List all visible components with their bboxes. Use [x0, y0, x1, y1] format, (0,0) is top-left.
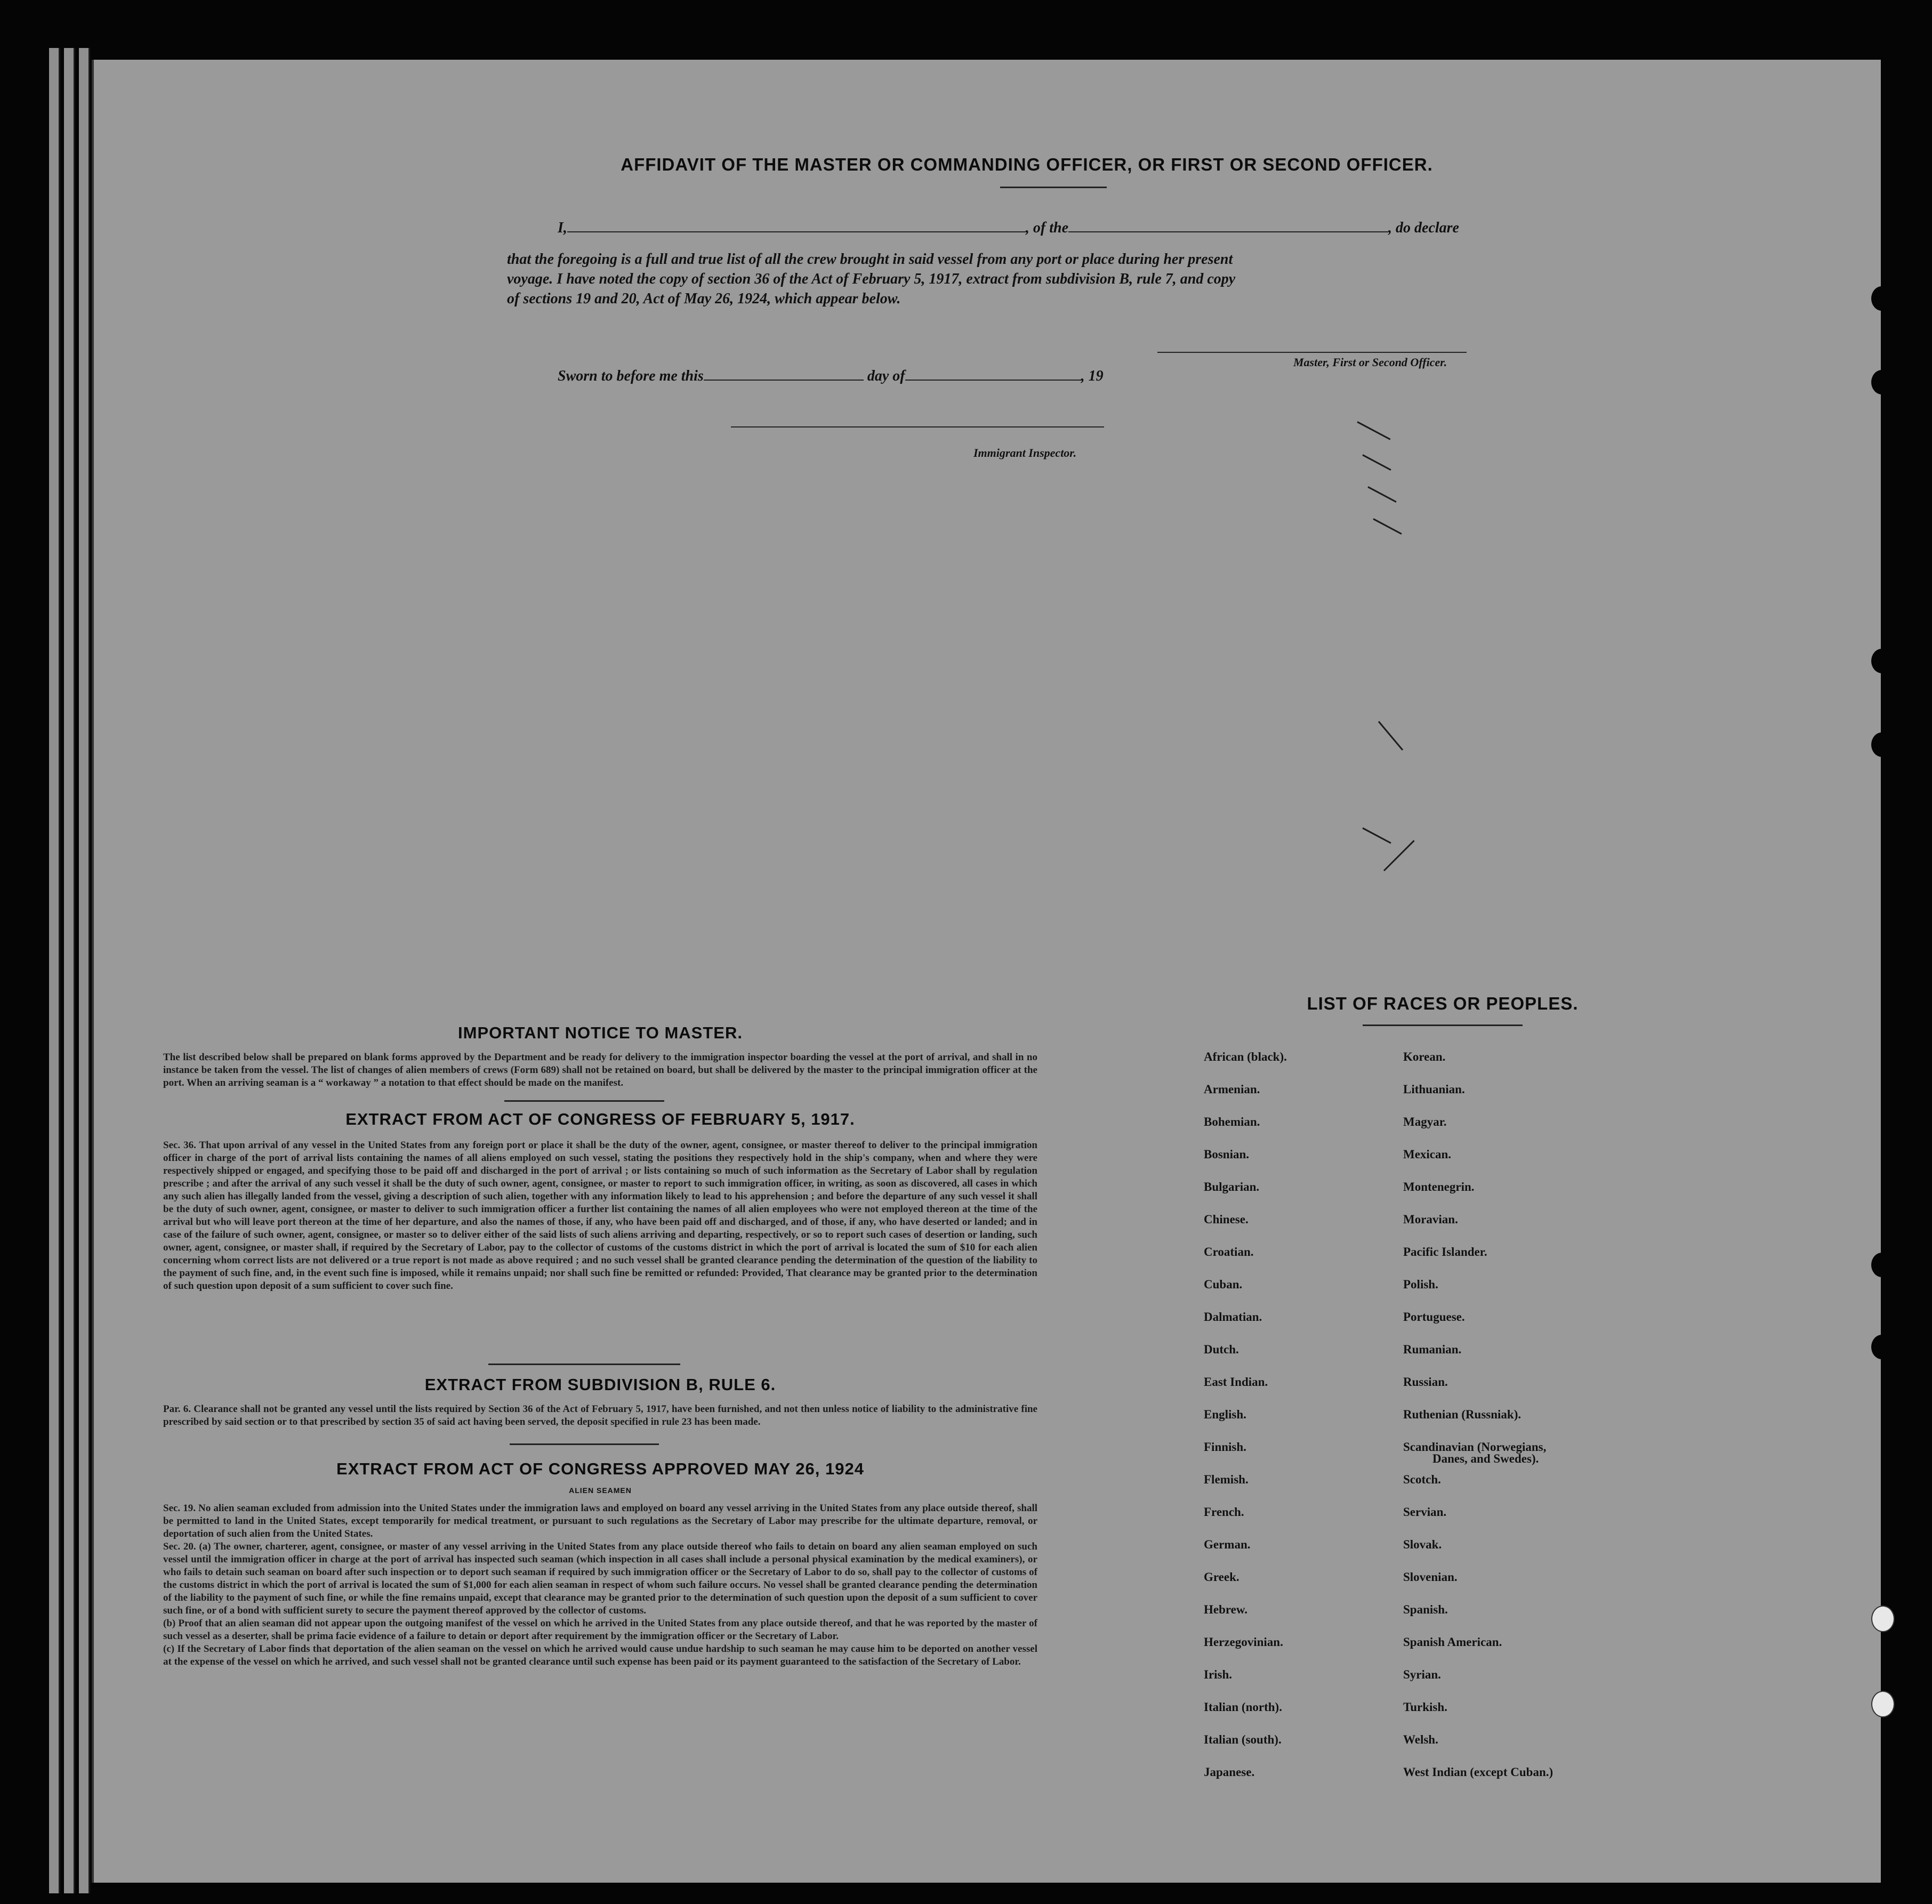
sec-20b-paragraph: (b) Proof that an alien seaman did not appear upon the outgoing manifest of the vessel on which he arrived in the United States from any place outside thereof, and that he was reported by the master of such vessel as a deserter, shall be prima facie evidence of a failure to detain or deport after requirement by the immigration officer or the Secretary of Labor. [163, 1618, 1037, 1642]
race-label: Bosnian. [1204, 1148, 1250, 1161]
punch-hole [1871, 1606, 1895, 1632]
race-label: Servian. [1403, 1505, 1447, 1519]
punch-hole [1871, 732, 1893, 757]
race-item [1204, 1538, 1406, 1570]
race-item [1204, 1115, 1406, 1148]
race-label: East Indian. [1204, 1375, 1268, 1389]
punch-hole [1871, 370, 1893, 394]
tick-mark [1357, 421, 1390, 440]
race-item [1403, 1115, 1680, 1148]
punch-hole [1871, 1335, 1893, 1359]
race-item [1204, 1603, 1406, 1635]
race-item [1403, 1278, 1680, 1310]
race-label: Chinese. [1204, 1213, 1249, 1226]
race-item [1204, 1375, 1406, 1408]
sec-20c-paragraph: (c) If the Secretary of Labor finds that deportation of the alien seaman on the vessel on which he arrived would cause undue hardship to such seaman he may cause him to be deported on another vessel at the expense of the vessel on which he arrived, and such vessel shall not be granted clearance until such expense has been paid or its payment guaranteed to the satisfaction of the Secretary of Labor. [163, 1643, 1037, 1667]
race-label-continuation: Danes, and Swedes). [1432, 1452, 1539, 1465]
name-blank[interactable] [567, 231, 1026, 232]
race-label: Herzegovinian. [1204, 1635, 1283, 1649]
tick-mark [1362, 454, 1391, 471]
tick-mark [1383, 840, 1415, 872]
races-left-column [1204, 1050, 1406, 1798]
race-item [1204, 1668, 1406, 1700]
race-item [1403, 1408, 1680, 1440]
sec-20a-paragraph: Sec. 20. (a) The owner, charterer, agent, consignee, or master of any vessel arriving in the United States from any place outside thereof who fails to detain on board any alien seaman employed on such vessel until the immigration officer in charge at the port of arrival has inspected such seaman (which inspection in all cases shall include a personal physical examination by the medical examiners), or who fails to detain such seaman on board after such inspection or to deport such seaman if required by such immigration officer or the Secretary of Labor to do so, shall pay to the collector of customs of the customs district in which the port of arrival is located the sum of $1,000 for each alien seaman in respect of whom such failure occurs. No vessel shall be granted clearance pending the determination of the liability to the payment of such fine, or while the fine remains unpaid, except that clearance may be granted prior to the determination of such question upon the deposit of a sum sufficient to cover such fine, or of a bond with sufficient surety to secure the payment thereof approved by the collector of customs. [163, 1541, 1037, 1616]
races-right-column [1403, 1050, 1680, 1798]
race-label: French. [1204, 1505, 1244, 1519]
year-label: , 19 [1081, 368, 1104, 384]
section-divider [488, 1364, 680, 1365]
race-label: Irish. [1204, 1668, 1233, 1681]
tick-mark [1378, 721, 1403, 751]
extract-1924-subtitle: ALIEN SEAMEN [569, 1486, 632, 1495]
race-item [1403, 1310, 1680, 1343]
race-label: Spanish. [1403, 1603, 1448, 1616]
affidavit-body-line: that the foregoing is a full and true list of all the crew brought in said vessel from any port or place during her present [507, 251, 1233, 268]
race-item [1403, 1245, 1680, 1278]
race-item [1204, 1408, 1406, 1440]
race-label: Magyar. [1403, 1115, 1447, 1128]
extract-1917-title: EXTRACT FROM ACT OF CONGRESS OF FEBRUARY 5, 1917. [345, 1110, 855, 1128]
affidavit-title: AFFIDAVIT OF THE MASTER OR COMMANDING OFFICER, OR FIRST OR SECOND OFFICER. [621, 155, 1433, 174]
tick-mark [1373, 518, 1402, 535]
section-divider [504, 1100, 664, 1102]
race-item [1403, 1668, 1680, 1700]
race-label: Slovak. [1403, 1538, 1442, 1551]
race-item [1204, 1570, 1406, 1603]
race-label: Moravian. [1403, 1213, 1458, 1226]
race-item [1403, 1570, 1680, 1603]
affidavit-body-line: of sections 19 and 20, Act of May 26, 1924, which appear below. [507, 291, 901, 307]
race-item [1403, 1148, 1680, 1180]
race-label: Welsh. [1403, 1733, 1438, 1746]
race-label: German. [1204, 1538, 1251, 1551]
race-item [1204, 1148, 1406, 1180]
extract-1917-body: Sec. 36. That upon arrival of any vessel in the United States from any foreign port or place it shall be the duty of the owner, agent, consignee, or master thereof to deliver to the principal immigration officer in charge of the port of arrival lists containing the names of all aliens employed on such vessel, stating the positions they respectively hold in the ship's company, when and where they were respectively shipped or engaged, and specifying those to be paid off and discharged in the port of arrival ; or lists containing so much of such information as the Secretary of Labor shall by regulation prescribe ; and after the arrival of any such vessel it shall be the duty of such owner, agent, consignee, or master to report to such immigration officer, in writing, as soon as discovered, all cases in which any such alien has illegally landed from the vessel, giving a description of such alien, together with any information likely to lead to his apprehension ; and before the departure of any such vessel it shall be the duty of such owner, agent, consignee, or master to deliver to such immigration officer a further list containing the names of all alien employees who were not employed thereon at the time of the arrival but who will leave port thereon at the time of her departure, and also the names of those, if any, who have been paid off and discharged, and of those, if any, who have deserted or landed; and in case of the failure of such owner, agent, consignee, or master so to deliver either of the said lists of such aliens arriving and departing, respectively, or so to report such cases of desertion or landing, such owner, agent, consignee, or master shall, if required by the Secretary of Labor, pay to the collector of customs of the customs district in which the port of arrival is located the sum of $10 for each alien concerning whom correct lists are not delivered or a true report is not made as above required ; and no such vessel shall be granted clearance pending the determination of the question of the liability to the payment of such fine, and, in the event such fine is imposed, while it remains unpaid; nor shall such fine be remitted or refunded: Provided, That clearance may be granted prior to the determination of such question upon deposit of a sum sufficient to cover such fine. [163, 1140, 1037, 1292]
vessel-blank[interactable] [1068, 231, 1388, 232]
race-label: English. [1204, 1408, 1246, 1421]
sworn-line [558, 368, 1104, 385]
race-item [1204, 1440, 1406, 1473]
race-item [1204, 1635, 1406, 1668]
race-label: Scotch. [1403, 1473, 1441, 1486]
race-item [1204, 1213, 1406, 1245]
notice-title: IMPORTANT NOTICE TO MASTER. [458, 1023, 743, 1042]
race-label: Bohemian. [1204, 1115, 1260, 1128]
race-label: Slovenian. [1403, 1570, 1458, 1584]
race-label: Bulgarian. [1204, 1180, 1260, 1193]
tick-mark [1362, 827, 1391, 844]
race-item [1403, 1505, 1680, 1538]
of-the-label: , of the [1025, 220, 1069, 236]
race-label: Russian. [1403, 1375, 1448, 1389]
document-page [92, 60, 1881, 1883]
race-label: Armenian. [1204, 1083, 1260, 1096]
race-item [1204, 1050, 1406, 1083]
do-declare-label: , do declare [1388, 220, 1459, 236]
affidavit-body-line: voyage. I have noted the copy of section 36 of the Act of February 5, 1917, extract from subdivision B, rule 7, and copy [507, 271, 1236, 287]
punch-hole [1871, 286, 1893, 311]
race-item [1403, 1083, 1680, 1115]
race-item [1204, 1473, 1406, 1505]
race-label: Italian (south). [1204, 1733, 1282, 1746]
day-blank[interactable] [704, 380, 864, 381]
race-item [1403, 1765, 1680, 1798]
race-item [1403, 1180, 1680, 1213]
race-label: African (black). [1204, 1050, 1287, 1063]
subdivision-title: EXTRACT FROM SUBDIVISION B, RULE 6. [424, 1375, 776, 1394]
race-item [1403, 1635, 1680, 1668]
race-label: Lithuanian. [1403, 1083, 1465, 1096]
race-label: Dalmatian. [1204, 1310, 1262, 1324]
race-item [1204, 1278, 1406, 1310]
tick-mark [1367, 486, 1396, 503]
race-label: Croatian. [1204, 1245, 1254, 1258]
section-divider [1363, 1024, 1523, 1026]
race-label: Flemish. [1204, 1473, 1249, 1486]
race-item [1403, 1733, 1680, 1765]
race-label: Syrian. [1403, 1668, 1441, 1681]
race-label: Dutch. [1204, 1343, 1239, 1356]
race-label: Rumanian. [1403, 1343, 1462, 1356]
race-item [1403, 1440, 1680, 1473]
race-item [1403, 1700, 1680, 1733]
page-edge [79, 48, 90, 1893]
i-label: I, [558, 220, 567, 236]
punch-hole [1871, 1253, 1893, 1277]
month-blank[interactable] [905, 380, 1081, 381]
race-item [1204, 1700, 1406, 1733]
race-item [1403, 1538, 1680, 1570]
subdivision-body: Par. 6. Clearance shall not be granted any vessel until the lists required by Section 36 of the Act of February 5, 1917, have been furnished, and not then unless notice of liability to the administrative fine prescribed by said section or to that prescribed by section 35 of said act having been served, the deposit specified in rule 23 has been made. [163, 1403, 1037, 1427]
race-label: Cuban. [1204, 1278, 1243, 1291]
race-label: Ruthenian (Russniak). [1403, 1408, 1522, 1421]
race-label: Korean. [1403, 1050, 1446, 1063]
race-label: Greek. [1204, 1570, 1239, 1584]
master-signature-label: Master, First or Second Officer. [1293, 356, 1447, 369]
race-label: Montenegrin. [1403, 1180, 1475, 1193]
master-signature-line[interactable] [1157, 352, 1467, 353]
race-item [1403, 1213, 1680, 1245]
day-of-label: day of [867, 368, 905, 384]
inspector-label: Immigrant Inspector. [973, 446, 1077, 459]
race-item [1204, 1765, 1406, 1798]
race-item [1403, 1375, 1680, 1408]
race-item [1204, 1733, 1406, 1765]
race-label: West Indian (except Cuban.) [1403, 1765, 1553, 1779]
extract-1924-title: EXTRACT FROM ACT OF CONGRESS APPROVED MAY 26, 1924 [336, 1459, 864, 1478]
race-item [1204, 1343, 1406, 1375]
race-label: Hebrew. [1204, 1603, 1247, 1616]
affidavit-body [507, 249, 1627, 309]
race-label: Polish. [1403, 1278, 1438, 1291]
race-label: Scandinavian (Norwegians, [1403, 1440, 1547, 1454]
race-item [1403, 1343, 1680, 1375]
race-item [1204, 1310, 1406, 1343]
race-item [1403, 1473, 1680, 1505]
affidavit-declaration-line [558, 220, 1459, 237]
race-label: Portuguese. [1403, 1310, 1465, 1324]
race-label: Italian (north). [1204, 1700, 1282, 1714]
punch-hole [1871, 649, 1893, 673]
race-label: Turkish. [1403, 1700, 1447, 1714]
race-label: Spanish American. [1403, 1635, 1502, 1649]
race-label: Pacific Islander. [1403, 1245, 1487, 1258]
race-item [1204, 1180, 1406, 1213]
races-title: LIST OF RACES OR PEOPLES. [1307, 994, 1579, 1013]
extract-1924-body [163, 1502, 1037, 1668]
race-item [1403, 1603, 1680, 1635]
race-label: Mexican. [1403, 1148, 1452, 1161]
race-item [1204, 1083, 1406, 1115]
page-edge [49, 48, 60, 1893]
punch-hole [1871, 1691, 1895, 1717]
race-item [1204, 1505, 1406, 1538]
sworn-label: Sworn to before me this [558, 368, 704, 384]
page-edge [64, 48, 75, 1893]
section-divider [510, 1443, 659, 1445]
inspector-signature-line[interactable] [731, 426, 1104, 427]
race-item [1403, 1050, 1680, 1083]
race-label: Finnish. [1204, 1440, 1246, 1454]
race-item [1204, 1245, 1406, 1278]
notice-body: The list described below shall be prepared on blank forms approved by the Department and be ready for delivery to the immigration inspector boarding the vessel at the port of arrival, and shall in no instance be taken from the vessel. The list of changes of alien members of crews (Form 689) shall not be retained on board, but shall be delivered by the master to the principal immigration officer at the port. When an arriving seaman is a “ workaway ” a notation to that effect should be made on the manifest. [163, 1052, 1037, 1088]
race-label: Japanese. [1204, 1765, 1255, 1779]
title-divider [1000, 187, 1107, 188]
sec-19-paragraph: Sec. 19. No alien seaman excluded from admission into the United States under the immigration laws and employed on board any vessel arriving in the United States from any place outside thereof, shall be permitted to land in the United States, except temporarily for medical treatment, or pursuant to such regulations as the Secretary of Labor may prescribe for the ultimate departure, removal, or deportation of such alien from the United States. [163, 1503, 1037, 1539]
